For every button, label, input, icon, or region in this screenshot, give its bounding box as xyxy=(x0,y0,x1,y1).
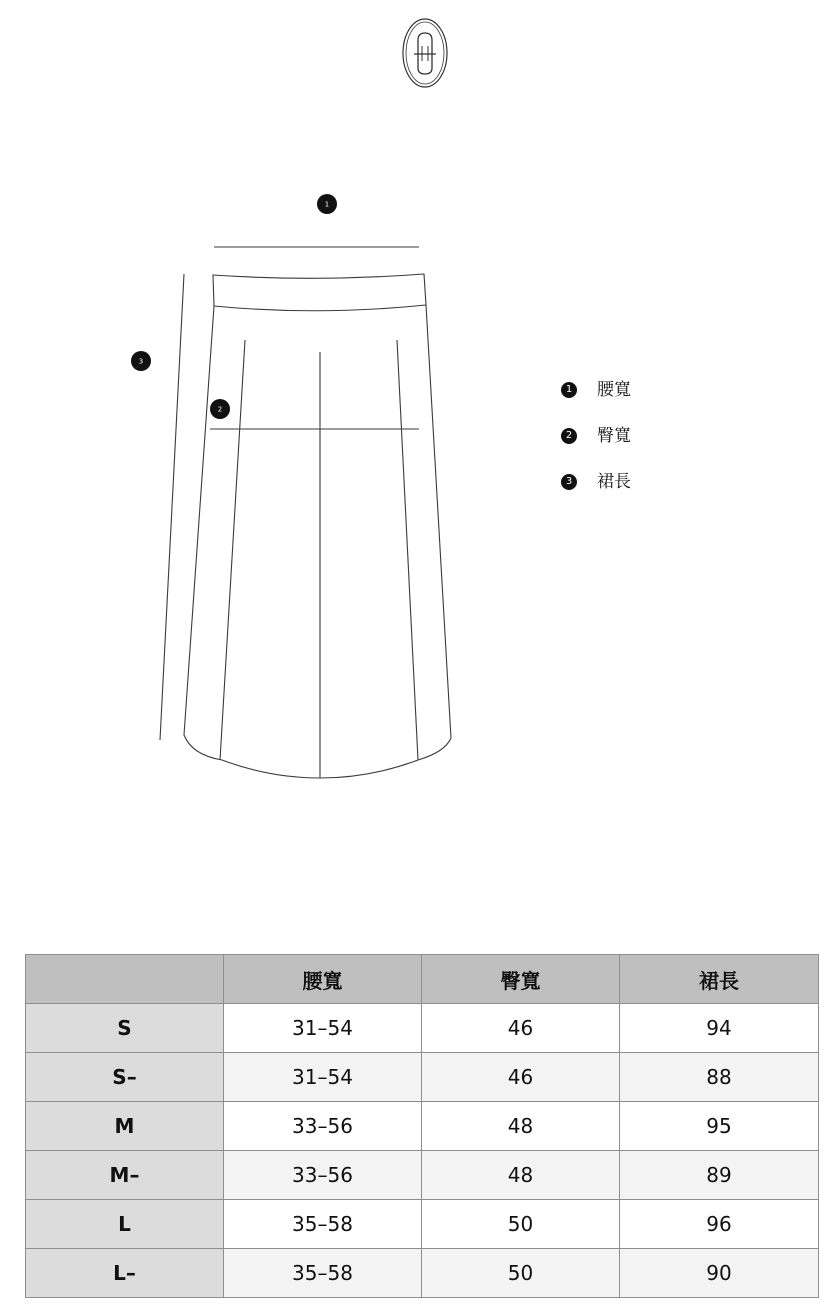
waist-cell: 33–56 xyxy=(224,1151,422,1200)
table-row xyxy=(26,1249,819,1298)
legend-number-2: 2 xyxy=(561,428,577,444)
waist-cell: 33–56 xyxy=(224,1102,422,1151)
size-cell: M xyxy=(26,1102,224,1151)
table-header-row xyxy=(26,955,819,1004)
table-row xyxy=(26,1004,819,1053)
table-row xyxy=(26,1102,819,1151)
header-hip: 臀寬 xyxy=(422,955,620,1004)
legend-label-hip: 臀寬 xyxy=(597,426,631,446)
header-waist: 腰寬 xyxy=(224,955,422,1004)
waist-cell: 35–58 xyxy=(224,1249,422,1298)
waist-cell: 31–54 xyxy=(224,1053,422,1102)
hip-cell: 48 xyxy=(422,1102,620,1151)
waist-cell: 35–58 xyxy=(224,1200,422,1249)
length-cell: 89 xyxy=(620,1151,819,1200)
size-cell: S xyxy=(26,1004,224,1053)
length-cell: 88 xyxy=(620,1053,819,1102)
measurement-legend xyxy=(561,376,631,514)
legend-item-waist xyxy=(561,376,631,422)
svg-text:3: 3 xyxy=(138,357,144,366)
marker-2 xyxy=(210,399,230,419)
marker-3 xyxy=(131,351,151,371)
hip-cell: 46 xyxy=(422,1004,620,1053)
skirt-outline xyxy=(184,305,451,778)
legend-label-length: 裙長 xyxy=(597,472,631,492)
table-row xyxy=(26,1151,819,1200)
header-length: 裙長 xyxy=(620,955,819,1004)
length-cell: 95 xyxy=(620,1102,819,1151)
hip-cell: 46 xyxy=(422,1053,620,1102)
length-cell: 90 xyxy=(620,1249,819,1298)
waist-cell: 31–54 xyxy=(224,1004,422,1053)
header-size xyxy=(26,955,224,1004)
table-row xyxy=(26,1053,819,1102)
hip-cell: 50 xyxy=(422,1249,620,1298)
length-measure-line xyxy=(160,274,184,740)
right-seam xyxy=(397,340,418,760)
hip-cell: 48 xyxy=(422,1151,620,1200)
legend-item-hip xyxy=(561,422,631,468)
legend-label-waist: 腰寬 xyxy=(597,380,631,400)
size-chart-table xyxy=(25,954,819,1298)
svg-text:1: 1 xyxy=(324,200,330,209)
legend-number-1: 1 xyxy=(561,382,577,398)
length-cell: 96 xyxy=(620,1200,819,1249)
hip-cell: 50 xyxy=(422,1200,620,1249)
legend-item-length xyxy=(561,468,631,514)
size-cell: L xyxy=(26,1200,224,1249)
legend-number-3: 3 xyxy=(561,474,577,490)
size-cell: S– xyxy=(26,1053,224,1102)
svg-text:2: 2 xyxy=(217,405,223,414)
length-cell: 94 xyxy=(620,1004,819,1053)
table-row xyxy=(26,1200,819,1249)
size-cell: M– xyxy=(26,1151,224,1200)
size-cell: L– xyxy=(26,1249,224,1298)
waistband xyxy=(213,274,426,311)
marker-1 xyxy=(317,194,337,214)
